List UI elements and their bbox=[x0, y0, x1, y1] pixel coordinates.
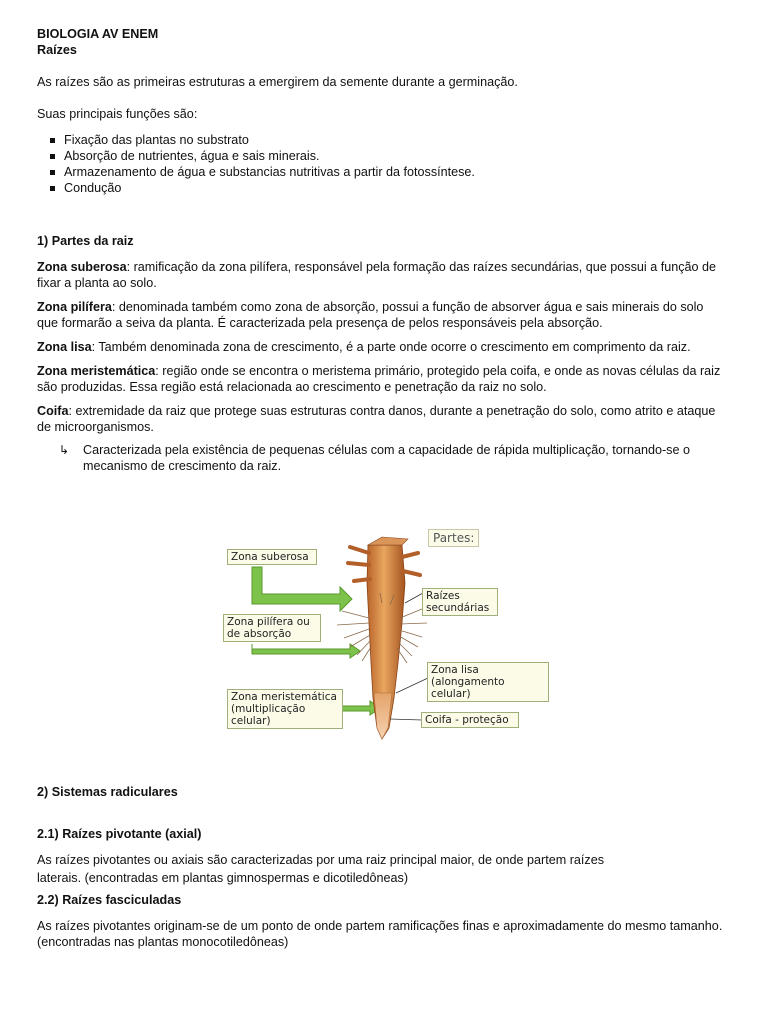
fasciculadas-paragraph: As raízes pivotantes originam-se de um ponto de onde partem ramificações finas e aproximadamente do mesmo tamanho. (encontradas nas plantas monocotiledôneas) bbox=[37, 919, 723, 949]
intro-paragraph: As raízes são as primeiras estruturas a emergirem da semente durante a germinação. bbox=[37, 75, 518, 89]
zona-pilifera-paragraph bbox=[37, 299, 727, 331]
coifa-term: Coifa bbox=[37, 404, 69, 418]
list-item: Armazenamento de água e substancias nutritivas a partir da fotossíntese. bbox=[37, 164, 727, 180]
label-line: Zona suberosa bbox=[231, 551, 309, 563]
list-item: Condução bbox=[37, 180, 727, 196]
coifa-text: : extremidade da raiz que protege suas estruturas contra danos, durante a penetração do solo, como atrito e ataque de microorganismos. bbox=[37, 404, 716, 434]
label-line: (alongamento celular) bbox=[431, 676, 505, 700]
pivotante-heading: 2.1) Raízes pivotante (axial) bbox=[37, 827, 202, 841]
label-line: secundárias bbox=[426, 602, 490, 614]
zona-suberosa-text: : ramificação da zona pilífera, responsável pela formação das raízes secundárias, que possui a função de fixar a planta ao solo. bbox=[37, 260, 717, 290]
label-line: (multiplicação bbox=[231, 703, 306, 715]
label-line: Zona lisa bbox=[431, 664, 479, 676]
zona-suberosa-paragraph bbox=[37, 259, 727, 291]
arrow-suberosa bbox=[252, 567, 352, 611]
section2-heading: 2) Sistemas radiculares bbox=[37, 785, 178, 799]
label-zona-suberosa bbox=[227, 549, 317, 565]
pivotante-line-2: laterais. (encontradas em plantas gimnospermas e dicotiledôneas) bbox=[37, 871, 409, 885]
pivotante-line-1: As raízes pivotantes ou axiais são caracterizadas por uma raiz principal maior, de onde partem raízes bbox=[37, 853, 604, 867]
label-zona-meristematica bbox=[227, 689, 343, 729]
zona-meristematica-term: Zona meristemática bbox=[37, 364, 156, 378]
label-zona-pilifera bbox=[223, 614, 321, 642]
zona-suberosa-term: Zona suberosa bbox=[37, 260, 127, 274]
label-line: Zona meristemática bbox=[231, 691, 337, 703]
zona-lisa-text: : Também denominada zona de crescimento, é a parte onde ocorre o crescimento em comprimento da raiz. bbox=[91, 340, 691, 354]
functions-heading: Suas principais funções são: bbox=[37, 107, 198, 121]
figure-partes-label: Partes: bbox=[428, 529, 479, 547]
zona-pilifera-term: Zona pilífera bbox=[37, 300, 112, 314]
label-line: celular) bbox=[231, 715, 271, 727]
list-item: Absorção de nutrientes, água e sais minerais. bbox=[37, 148, 727, 164]
coifa-paragraph bbox=[37, 403, 727, 435]
label-line: Zona pilífera ou bbox=[227, 616, 310, 628]
zona-meristematica-paragraph bbox=[37, 363, 727, 395]
root-parts-figure bbox=[222, 523, 552, 741]
label-line: Coifa - proteção bbox=[425, 714, 509, 726]
zona-lisa-paragraph bbox=[37, 339, 727, 355]
section1-heading: 1) Partes da raiz bbox=[37, 234, 134, 248]
label-zona-lisa bbox=[427, 662, 549, 702]
zona-meristematica-text: : região onde se encontra o meristema primário, protegido pela coifa, e onde as novas células da raiz são produzidas. Essa região está relacionada ao crescimento e penetração da raiz no solo. bbox=[37, 364, 721, 394]
section2 bbox=[37, 784, 727, 950]
list-item: Fixação das plantas no substrato bbox=[37, 132, 727, 148]
label-raizes-secundarias bbox=[422, 588, 498, 616]
fasciculadas-heading: 2.2) Raízes fasciculadas bbox=[37, 893, 182, 907]
label-coifa bbox=[421, 712, 519, 728]
label-line: de absorção bbox=[227, 628, 292, 640]
document-page bbox=[37, 26, 727, 474]
topic-title: Raízes bbox=[37, 43, 77, 57]
label-line: Raízes bbox=[426, 590, 460, 602]
coifa-note-text: Caracterizada pela existência de pequenas células com a capacidade de rápida multiplicação, tornando-se o mecanismo de crescimento da raiz. bbox=[83, 443, 690, 473]
return-arrow-icon: ↳ bbox=[59, 443, 70, 457]
arrow-pilifera bbox=[252, 644, 360, 658]
zona-pilifera-text: : denominada também como zona de absorção, possui a função de absorver água e sais minerais do solo que formarão a seiva da planta. É caracterizada pela presença de pelos responsáveis pela absorção. bbox=[37, 300, 704, 330]
zona-lisa-term: Zona lisa bbox=[37, 340, 92, 354]
functions-list bbox=[37, 132, 727, 196]
course-title: BIOLOGIA AV ENEM bbox=[37, 27, 159, 41]
coifa-note bbox=[37, 442, 727, 474]
